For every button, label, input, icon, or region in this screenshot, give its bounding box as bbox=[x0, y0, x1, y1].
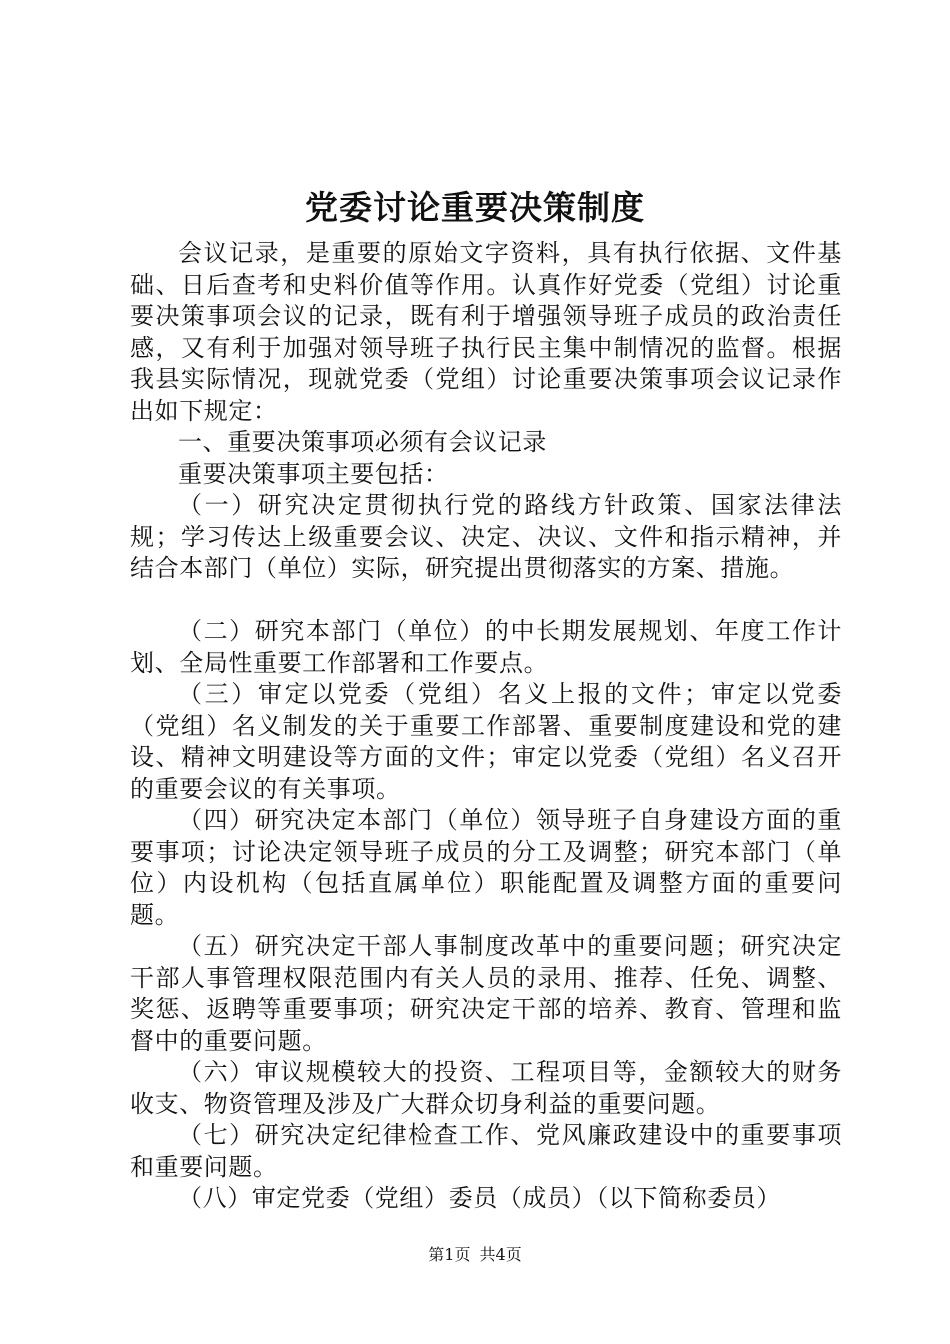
document-title: 党委讨论重要决策制度 bbox=[305, 188, 645, 227]
section-heading-1: 一、重要决策事项必须有会议记录 bbox=[178, 428, 547, 456]
page-total: 共4页 bbox=[479, 1245, 522, 1264]
list-item-8: （八）审定党委（党组）委员（成员）（以下简称委员） bbox=[178, 1184, 781, 1212]
list-item-1: （一）研究决定贯彻执行党的路线方针政策、国家法律法规；学习传达上级重要会议、决定、决议、文件和指示精神，并结合本部门（单位）实际，研究提出贯彻落实的方案、措施。 bbox=[130, 491, 842, 582]
list-item-3: （三）审定以党委（党组）名义上报的文件；审定以党委（党组）名义制发的关于重要工作部署、重要制度建设和党的建设、精神文明建设等方面的文件；审定以党委（党组）名义召开的重要会议的有关事项。 bbox=[130, 680, 842, 803]
list-item-2: （二）研究本部门（单位）的中长期发展规划、年度工作计划、全局性重要工作部署和工作要点。 bbox=[130, 617, 842, 677]
page-number: 第1页 bbox=[428, 1245, 471, 1264]
list-item-4: （四）研究决定本部门（单位）领导班子自身建设方面的重要事项；讨论决定领导班子成员的分工及调整；研究本部门（单位）内设机构（包括直属单位）职能配置及调整方面的重要问题。 bbox=[130, 806, 842, 929]
list-item-7: （七）研究决定纪律检查工作、党风廉政建设中的重要事项和重要问题。 bbox=[130, 1121, 842, 1181]
paragraph-items-lead: 重要决策事项主要包括： bbox=[178, 459, 449, 488]
list-item-5: （五）研究决定干部人事制度改革中的重要问题；研究决定干部人事管理权限范围内有关人员的录用、推荐、任免、调整、奖惩、返聘等重要事项；研究决定干部的培养、教育、管理和监督中的重要问题。 bbox=[130, 932, 842, 1055]
document-body bbox=[130, 238, 842, 1215]
list-item-6: （六）审议规模较大的投资、工程项目等，金额较大的财务收支、物资管理及涉及广大群众切身利益的重要问题。 bbox=[130, 1058, 842, 1118]
paragraph-intro: 会议记录，是重要的原始文字资料，具有执行依据、文件基础、日后查考和史料价值等作用。认真作好党委（党组）讨论重要决策事项会议的记录，既有利于增强领导班子成员的政治责任感，又有利于加强对领导班子执行民主集中制情况的监督。根据我县实际情况，现就党委（党组）讨论重要决策事项会议记录作出如下规定： bbox=[130, 239, 842, 425]
page-footer bbox=[0, 1243, 950, 1267]
